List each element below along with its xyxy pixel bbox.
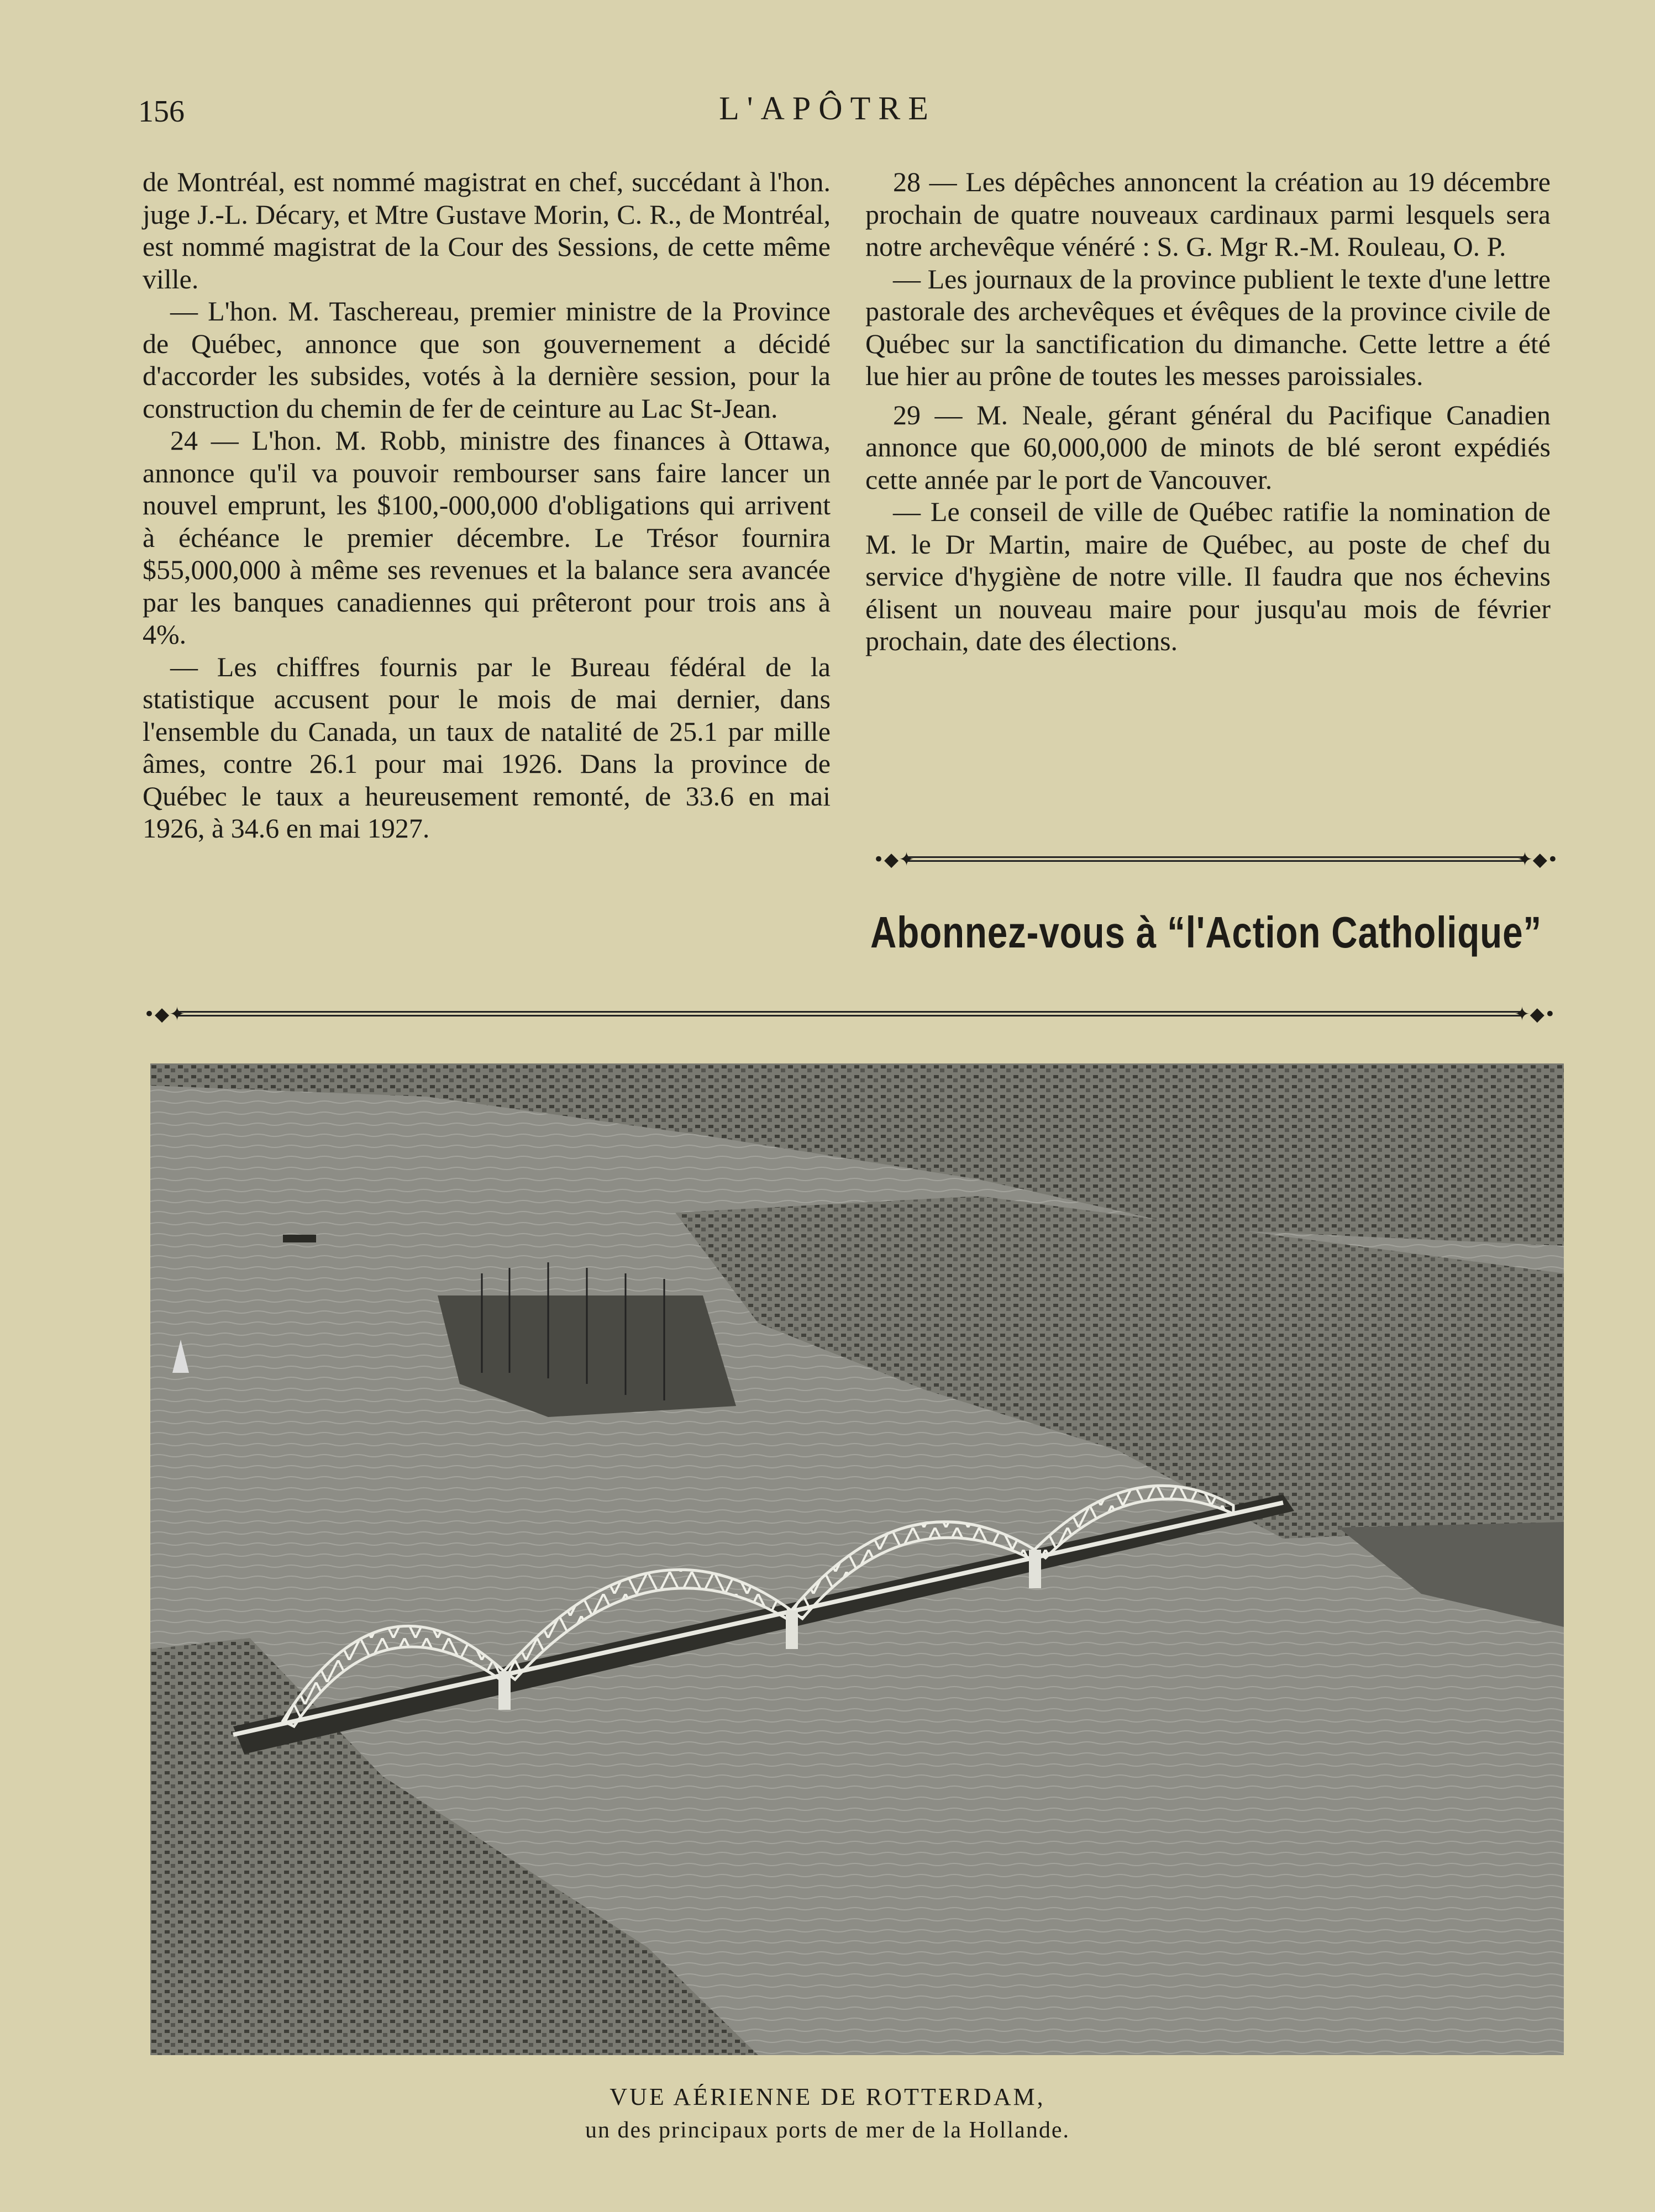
rule-ornament-icon: •◆✦ — [873, 849, 915, 871]
paragraph: de Montréal, est nommé magistrat en chef, succédant à l'hon. juge J.-L. Décary, et Mtre Gustave Morin, C. R., de Montréal, est nommé magistrat de la Cour des Sessions, de cette même ville. — [143, 166, 831, 294]
right-column — [865, 166, 1551, 657]
photo-caption-subtitle: un des principaux ports de mer de la Hollande. — [585, 2118, 1070, 2143]
paragraph: 28 — Les dépêches annoncent la création au 19 décembre prochain de quatre nouveaux cardinaux parmi lesquels sera notre archevêque vénéré : S. G. Mgr R.-M. Rouleau, O. P. — [865, 166, 1551, 262]
rule-ornament-icon: •◆✦ — [144, 1003, 185, 1025]
subscription-banner: Abonnez-vous à “l'Action Catholique” — [870, 908, 1542, 957]
ornamental-rule-short — [873, 849, 1558, 871]
running-head: L'APÔTRE — [719, 90, 936, 127]
paragraph: 29 — M. Neale, gérant général du Pacifique Canadien annonce que 60,000,000 de minots de blé seront expédiés cette année par le port de Vancouver. — [865, 399, 1551, 495]
aerial-photo — [150, 1063, 1564, 2055]
paragraph: — L'hon. M. Taschereau, premier ministre de la Province de Québec, annonce que son gouvernement a décidé d'accorder les subsides, votés à la dernière session, pour la construction du chemin de fer de ceinture au Lac St-Jean. — [143, 296, 831, 424]
paragraph: 24 — L'hon. M. Robb, ministre des finances à Ottawa, annonce qu'il va pouvoir rembourser sans faire lancer un nouvel emprunt, les $100,-000,000 d'obligations qui arrivent à échéance le premier décembre. Le Trésor fournira $55,000,000 à même ses revenues et la balance sera avancée par les banques canadiennes qui prêteront pour trois ans à 4%. — [143, 425, 831, 650]
page-number: 156 — [138, 94, 185, 129]
paragraph: — Les journaux de la province publient le texte d'une lettre pastorale des archevêques et évêques de la province civile de Québec sur la sanctification du dimanche. Cette lettre a été lue hier au prône de toutes les messes paroissiales. — [865, 263, 1551, 391]
photo-caption-title: VUE AÉRIENNE DE ROTTERDAM, — [610, 2083, 1045, 2110]
paragraph: — Les chiffres fournis par le Bureau fédéral de la statistique accusent pour le mois de mai dernier, dans l'ensemble du Canada, un taux de natalité de 25.1 par mille âmes, contre 26.1 pour mai 1926. Dans la province de Québec le taux a heureusement remonté, de 33.6 en mai 1926, à 34.6 en mai 1927. — [143, 651, 831, 844]
rule-ornament-icon: ✦◆• — [1514, 1003, 1556, 1025]
ornamental-rule-full — [144, 1003, 1556, 1025]
left-column — [143, 166, 831, 845]
rule-ornament-icon: ✦◆• — [1517, 849, 1558, 871]
paragraph: — Le conseil de ville de Québec ratifie la nomination de M. le Dr Martin, maire de Québec, au poste de chef du service d'hygiène de notre ville. Il faudra que nos échevins élisent un nouveau maire pour jusqu'au mois de février prochain, date des élections. — [865, 496, 1551, 656]
